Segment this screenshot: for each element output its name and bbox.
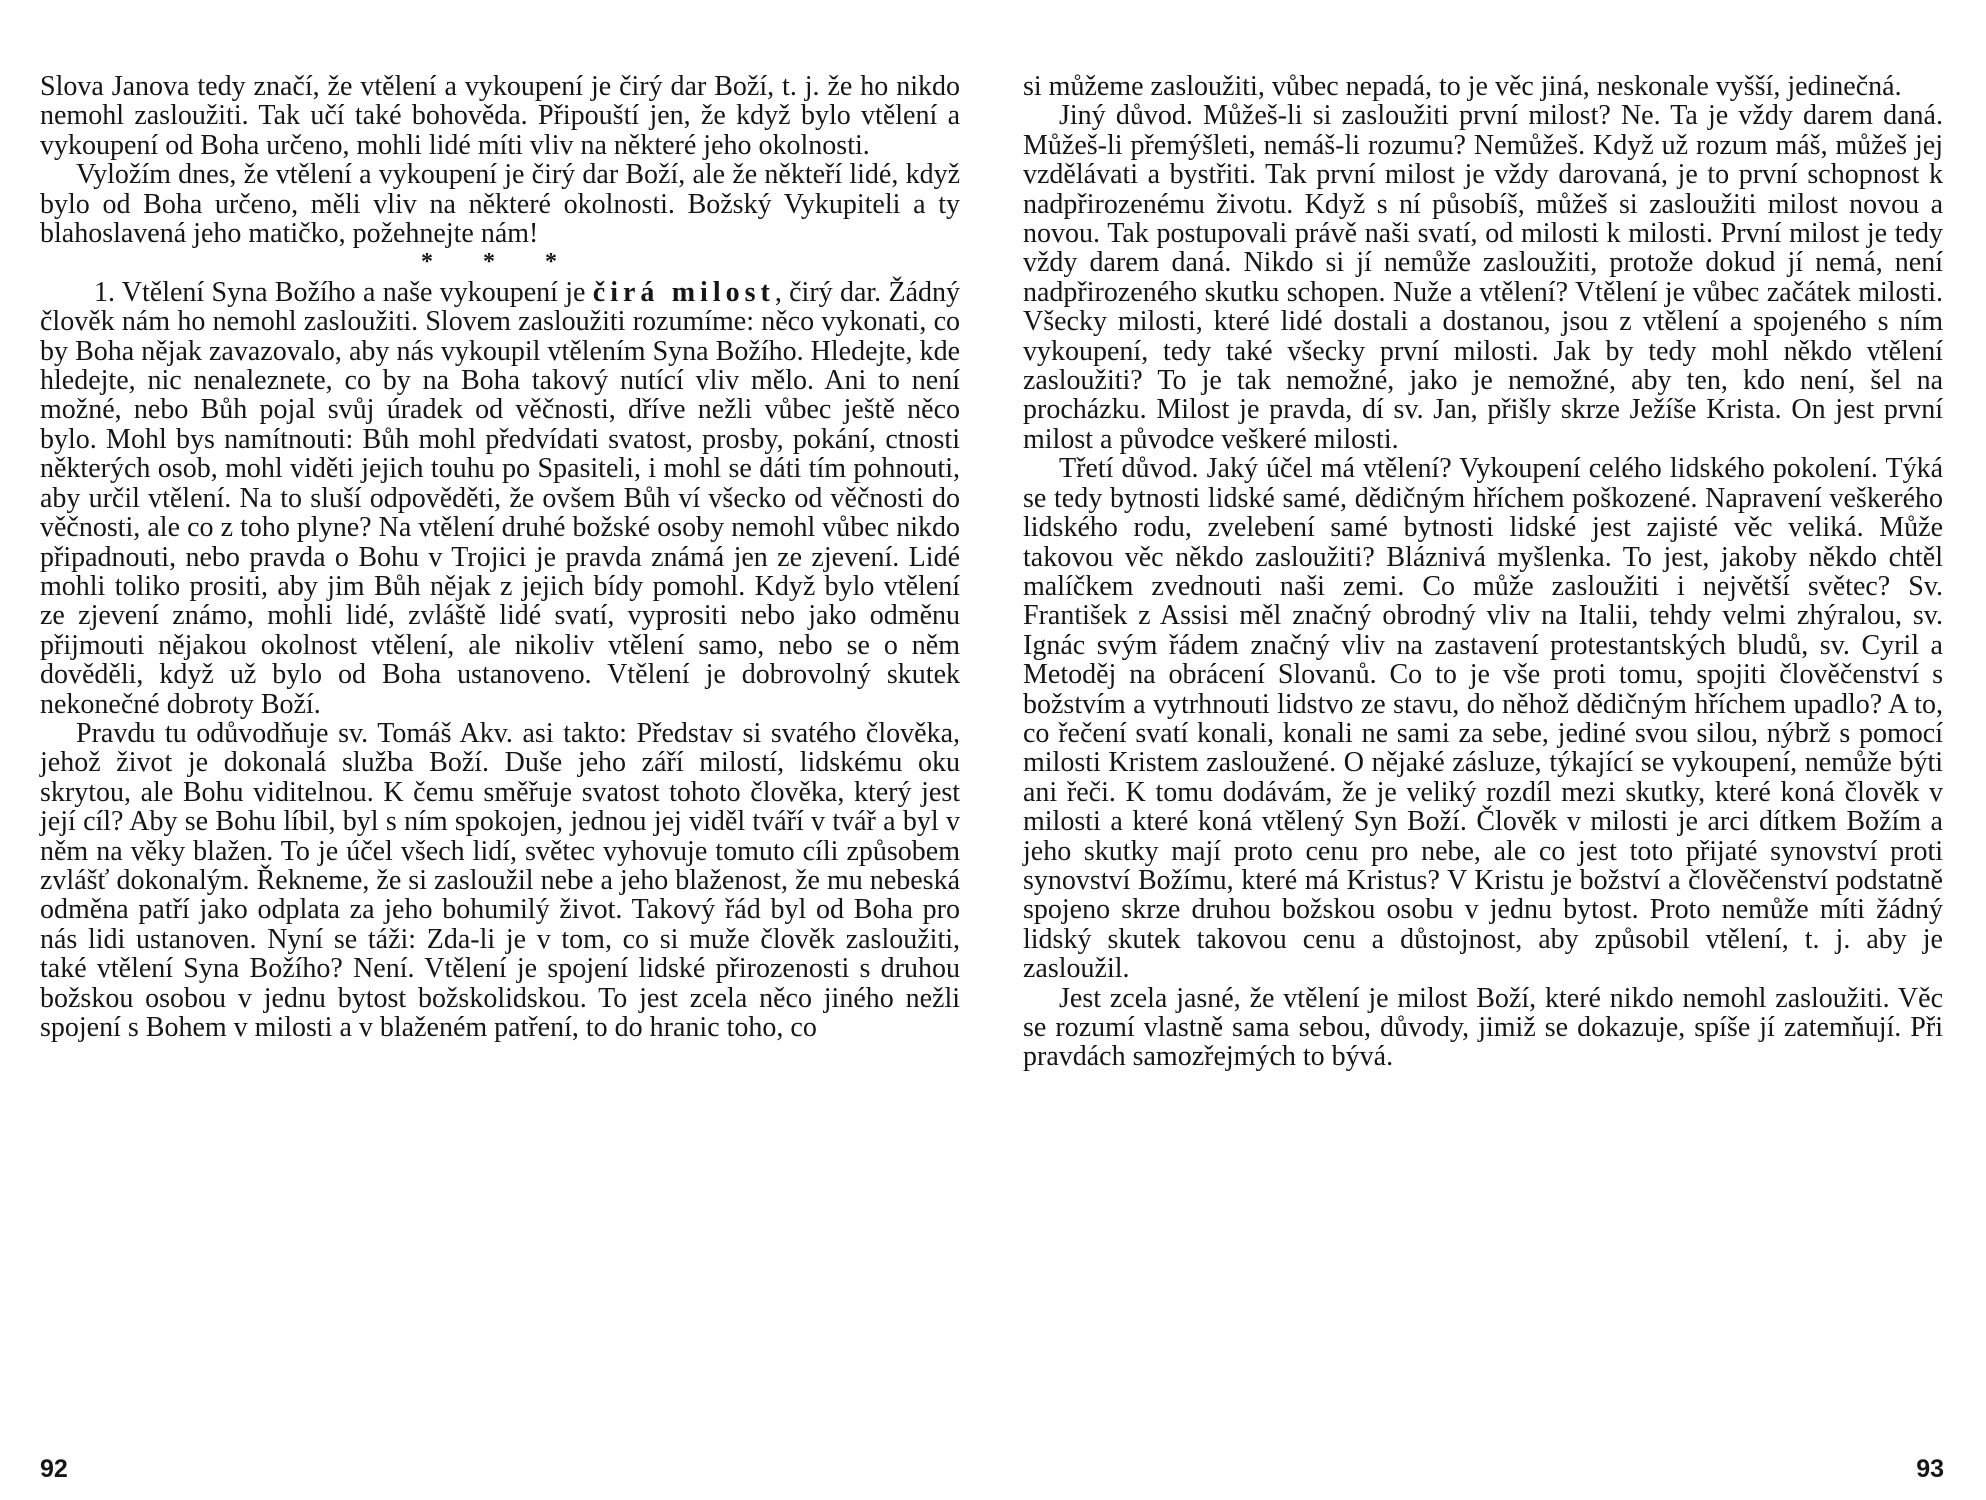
emphasis-spaced: čirá milost — [592, 276, 775, 308]
section-paragraph — [40, 278, 960, 719]
right-page — [993, 0, 1986, 1500]
page-number: 92 — [40, 1455, 68, 1483]
paragraph: Slova Janova tedy značí, že vtělení a vykoupení je čirý dar Boží, t. j. že ho nikdo nemohl zasloužiti. Tak učí také bohověda. Připouští jen, že když bylo vtělení a vykoupení od Boha určeno, mohli lidé míti vliv na některé jeho okolnosti. — [40, 71, 960, 161]
right-page-text — [1023, 72, 1943, 1072]
section-divider: * * * — [421, 249, 579, 276]
page-number: 93 — [1916, 1455, 1944, 1483]
left-page-text — [40, 72, 960, 1042]
paragraph: si můžeme zasloužiti, vůbec nepadá, to je věc jiná, neskonale vyšší, jedinečná. — [1023, 71, 1902, 102]
section-rest: , čirý dar. Žádný člověk nám ho nemohl zasloužiti. Slovem zasloužiti rozumíme: něco vykonati, co by Boha nějak zavazovalo, aby nás vykoupil vtělením Syna Božího. Hledejte, kde hledejte, nic nenaleznete, co by na Boha takový nutící vliv mělo. Ani to není možné, nebo Bůh pojal svůj úradek od věčnosti, dříve nežli vůbec ještě něco bylo. Mohl bys namítnouti: Bůh mohl předvídati svatost, prosby, pokání, ctnosti některých osob, mohl viděti jejich touhu po Spasiteli, i mohl se dáti tím pohnouti, aby určil vtělení. Na to sluší odpověděti, že ovšem Bůh ví všecko od věčnosti do věčnosti, ale co z toho plyne? Na vtělení druhé božské osoby nemohl vůbec nikdo připadnouti, nebo pravda o Bohu v Trojici je pravda známá jen ze zjevení. Lidé mohli toliko prositi, aby jim Bůh nějak z jejich bídy pomohl. Když bylo vtělení ze zjevení známo, mohli lidé, zvláště lidé svatí, vyprositi nebo jako odměnu přijmouti nějakou okolnost vtělení, ale nikoliv vtělení samo, nebo se o něm dověděli, když už bylo od Boha ustanoveno. Vtělení je dobrovolný skutek nekonečné dobroty Boží. — [40, 276, 960, 720]
paragraph: Třetí důvod. Jaký účel má vtělení? Vykoupení celého lidského pokolení. Týká se tedy bytnosti lidské samé, dědičným hříchem poškozené. Napravení veškerého lidského rodu, zvelebení samé bytnosti lidské jest zajisté věc veliká. Může takovou věc někdo zasloužiti? Bláznivá myšlenka. To jest, jakoby někdo chtěl malíčkem zvednouti naši zemi. Co může zasloužiti i největší světec? Sv. František z Assisi měl značný obrodný vliv na Italii, tehdy velmi zhýralou, sv. Ignác svým řádem značný vliv na zastavení protestantských bludů, sv. Cyril a Metoděj na obrácení Slovanů. Co to je vše proti tomu, spojiti člověčenství s božstvím a vytrhnouti lidstvo ze stavu, do něhož dědičným hříchem upadlo? A to, co řečení svatí konali, konali ne sami za sebe, jediné svou silou, nýbrž s pomocí milosti Kristem zasloužené. O nějaké zásluze, týkající se vykoupení, nemůže býti ani řeči. K tomu dodávám, že je veliký rozdíl mezi skutky, které koná člověk v milosti a které koná vtělený Syn Boží. Člověk v milosti je arci dítkem Božím a jeho skutky mají proto cenu pro nebe, ale co jest toto přijaté synovství proti synovství Božímu, které má Kristus? V Kristu je božství a člověčenství podstatně spojeno skrze druhou božskou osobu v jednu bytost. Proto nemůže míti žádný lidský skutek takovou cenu a důstojnost, aby způsobil vtělení, t. j. aby je zasloužil. — [1023, 453, 1943, 985]
paragraph: Vyložím dnes, že vtělení a vykoupení je čirý dar Boží, ale že někteří lidé, když bylo od Boha určeno, měli vliv na některé okolnosti. Božský Vykupiteli a ty blahoslavená jeho matičko, požehnejte nám! — [40, 159, 960, 250]
section-start: 1. Vtělení Syna Božího a naše vykoupení je — [94, 276, 593, 308]
paragraph: Pravdu tu odůvodňuje sv. Tomáš Akv. asi takto: Představ si svatého člověka, jehož život je dokonalá služba Boží. Duše jeho září milostí, lidskému oku skrytou, ale Bohu viditelnou. K čemu směřuje svatost tohoto člověka, který jest její cíl? Aby se Bohu líbil, byl s ním spokojen, jednou jej viděl tváří v tvář a byl v něm na věky blažen. To je účel všech lidí, světec vyhovuje tomuto cíli způsobem zvlášť dokonalým. Řekneme, že si zasloužil nebe a jeho blaženost, že mu nebeská odměna patří jako odplata za jeho bohumilý život. Takový řád byl od Boha pro nás lidi ustanoven. Nyní se táži: Zda-li je v tom, co si muže člověk zasloužiti, také vtělení Syna Božího? Není. Vtělení je spojení lidské přirozenosti s druhou božskou osobou v jednu bytost božskolidskou. To jest zcela něco jiného nežli spojení s Bohem v milosti a v blaženém patření, to do hranic toho, co — [40, 717, 960, 1043]
paragraph: Jiný důvod. Můžeš-li si zasloužiti první milost? Ne. Ta je vždy darem daná. Můžeš-li přemýšleti, nemáš-li rozumu? Nemůžeš. Když už rozum máš, můžeš jej vzdělávati a bystřiti. Tak první milost je vždy darovaná, je to první schopnost k nadpřirozenému životu. Když s ní působíš, můžeš si zasloužiti milost novou a novou. Tak postupovali právě naši svatí, od milosti k milosti. První milost je tedy vždy darem daná. Nikdo si jí nemůže zasloužiti, protože dokud jí nemá, není nadpřirozeného skutku schopen. Nuže a vtělení? Vtělení je vůbec začátek milosti. Všecky milosti, které lidé dostali a dostanou, jsou z vtělení a spojeného s ním vykoupení, tedy také všecky první milosti. Jak by tedy mohl někdo vtělení zasloužiti? To je tak nemožné, jako je nemožné, aby ten, kdo není, šel na procházku. Milost je pravda, dí sv. Jan, přišly skrze Ježíše Krista. On jest první milost a původce veškeré milosti. — [1023, 100, 1943, 455]
paragraph: Jest zcela jasné, že vtělení je milost Boží, které nikdo nemohl zasloužiti. Věc se rozumí vlastně sama sebou, důvody, jimiž se dokazuje, spíše jí zatemňují. Při pravdách samozřejmých to bývá. — [1023, 982, 1943, 1073]
